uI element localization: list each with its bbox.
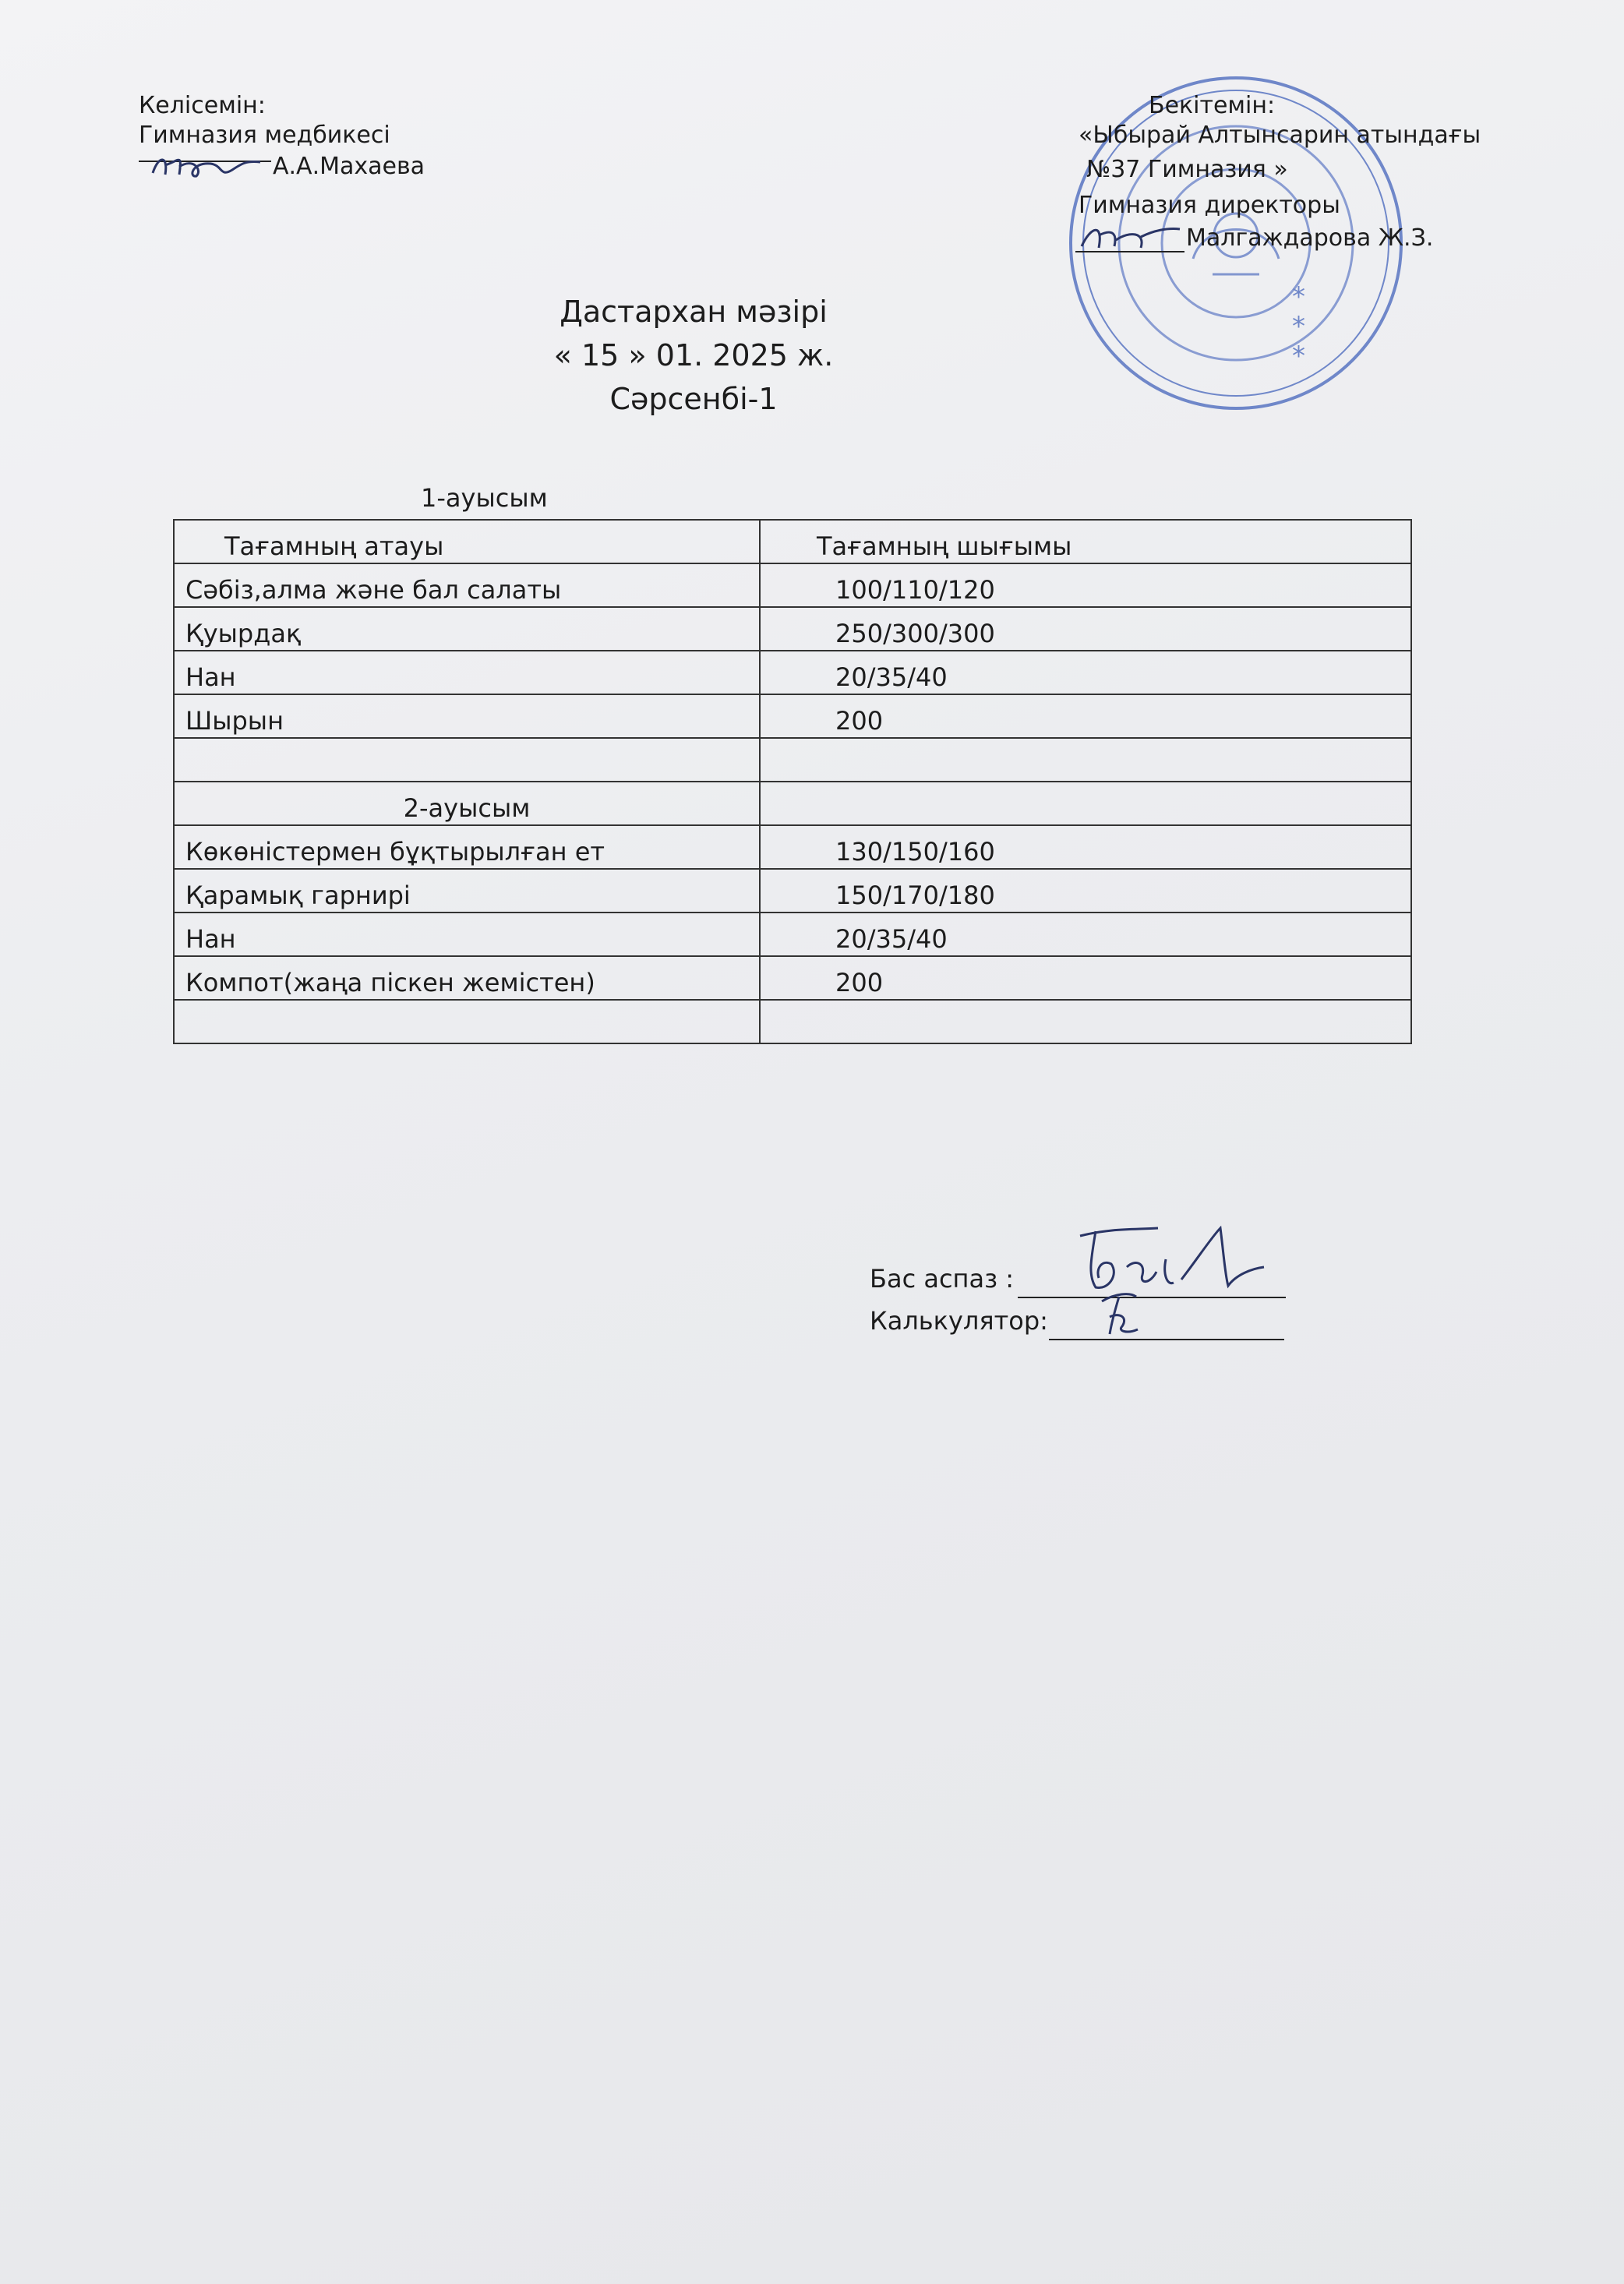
- director-signature: [1075, 215, 1184, 256]
- table-row: [174, 563, 1411, 607]
- table-row: [174, 694, 1411, 738]
- approval-right-line2: №37 Гимназия »: [1086, 156, 1288, 183]
- approval-right-name: Малгаждарова Ж.З.: [1186, 224, 1434, 252]
- approval-left-name: А.А.Махаева: [273, 153, 425, 180]
- dish-yield: 200: [760, 694, 1411, 738]
- shift2-header-row: [174, 782, 1411, 825]
- dish-name: Қарамық гарнирі: [174, 869, 760, 913]
- svg-text:*: *: [1292, 341, 1305, 372]
- svg-text:*: *: [1292, 311, 1305, 342]
- dish-yield: 250/300/300: [760, 607, 1411, 651]
- approval-right-line3: Гимназия директоры: [1079, 192, 1340, 219]
- dish-name: Сәбіз,алма және бал салаты: [174, 563, 760, 607]
- dish-name: Қуырдақ: [174, 607, 760, 651]
- approval-right-line1: «Ыбырай Алтынсарин атындағы: [1079, 122, 1481, 149]
- dish-name: Компот(жаңа піскен жемістен): [174, 956, 760, 1000]
- dish-yield: 200: [760, 956, 1411, 1000]
- chef-label: Бас аспаз :: [870, 1264, 1015, 1294]
- column-header-name: Тағамның атауы: [174, 520, 760, 563]
- empty-cell: [174, 1000, 760, 1043]
- approval-left-heading: Келісемін:: [139, 92, 266, 119]
- empty-cell: [760, 1000, 1411, 1043]
- dish-yield: 130/150/160: [760, 825, 1411, 869]
- empty-cell: [760, 782, 1411, 825]
- approval-left-role: Гимназия медбикесі: [139, 122, 390, 149]
- calculator-signature: [1091, 1286, 1146, 1340]
- dish-name: Көкөністермен бұқтырылған ет: [174, 825, 760, 869]
- menu-table: [173, 519, 1412, 1044]
- dish-name: Нан: [174, 913, 760, 956]
- column-header-yield: Тағамның шығымы: [760, 520, 1411, 563]
- menu-day: Сәрсенбі-1: [609, 382, 778, 416]
- table-row: [174, 651, 1411, 694]
- table-row: [174, 607, 1411, 651]
- dish-yield: 100/110/120: [760, 563, 1411, 607]
- dish-name: Шырын: [174, 694, 760, 738]
- table-row-empty: [174, 1000, 1411, 1043]
- document-title: [468, 290, 920, 421]
- shift2-label: 2-ауысым: [174, 782, 760, 825]
- shift1-label: 1-ауысым: [421, 483, 548, 513]
- empty-cell: [174, 738, 760, 782]
- dish-yield: 20/35/40: [760, 651, 1411, 694]
- approval-right-heading: Бекітемін:: [1149, 92, 1276, 119]
- table-row: [174, 825, 1411, 869]
- calculator-signature-line: [1049, 1339, 1284, 1340]
- table-row: [174, 913, 1411, 956]
- svg-text:*: *: [1292, 281, 1305, 312]
- menu-date: « 15 » 01. 2025 ж.: [553, 338, 834, 372]
- dish-yield: 20/35/40: [760, 913, 1411, 956]
- calculator-label: Калькулятор:: [870, 1306, 1048, 1336]
- menu-title: Дастархан мәзірі: [560, 295, 828, 329]
- table-row-empty: [174, 738, 1411, 782]
- table-row: [174, 956, 1411, 1000]
- table-header-row: [174, 520, 1411, 563]
- empty-cell: [760, 738, 1411, 782]
- dish-yield: 150/170/180: [760, 869, 1411, 913]
- medic-signature: [148, 147, 265, 185]
- table-row: [174, 869, 1411, 913]
- dish-name: Нан: [174, 651, 760, 694]
